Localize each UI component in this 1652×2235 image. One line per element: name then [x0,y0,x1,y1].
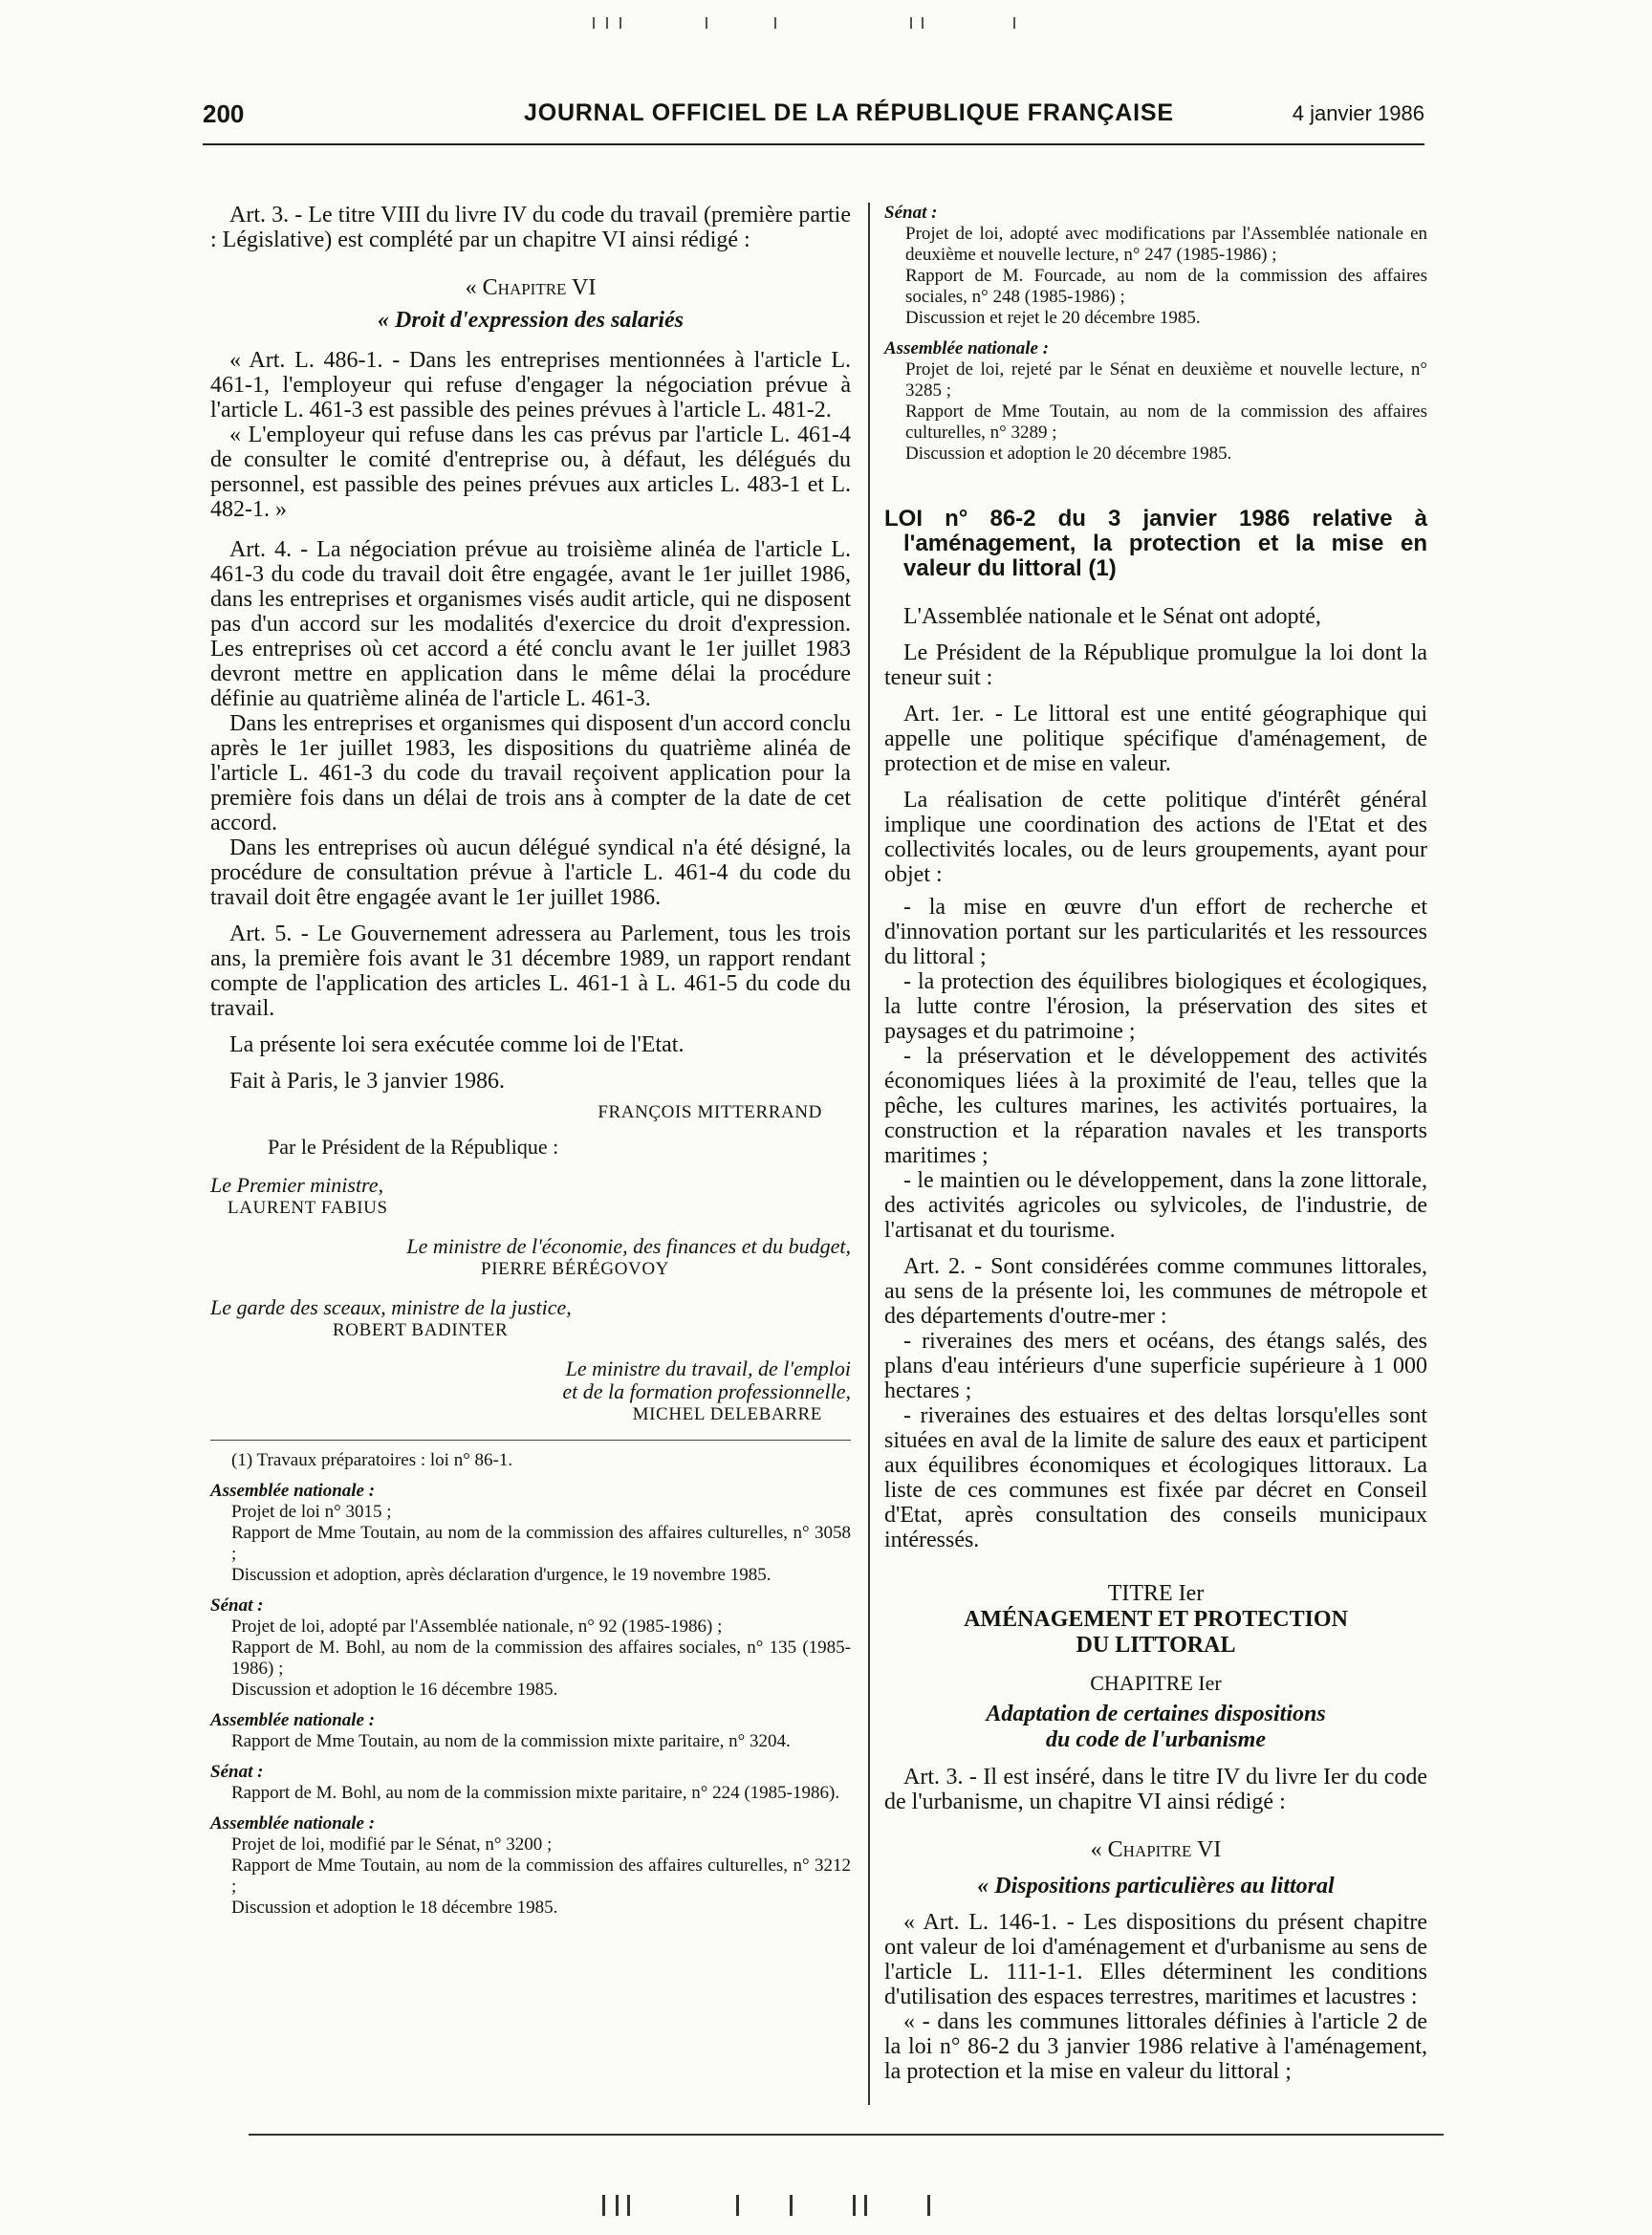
footnote-item: Rapport de Mme Toutain, au nom de la commission des affaires culturelles, n° 3058 ; [231,1523,851,1564]
par-le-president: Par le Président de la République : [268,1135,559,1159]
article-l146-1-item: « - dans les communes littorales définies à l'article 2 de la loi n° 86-2 du 3 janvier 1986 relative à l'aménagement, la protection et la mise en valeur du littoral ; [884,2009,1427,2084]
footer-rule [249,2134,1444,2136]
chapter-title: « Droit d'expression des salariés [377,308,684,333]
footnote-item: Rapport de M. Fourcade, au nom de la commission des affaires sociales, n° 248 (1985-1986) ; [905,266,1427,307]
footnote-item: Projet de loi, adopté avec modifications par l'Assemblée nationale en deuxième et nouvelle lecture, n° 247 (1985-1986) ; [905,224,1427,265]
prime-minister-name: LAURENT FABIUS [228,1198,388,1218]
column-divider [868,203,870,2105]
footnote-source: Sénat : [884,203,938,223]
adoption-statement: L'Assemblée nationale et le Sénat ont adopté, [903,604,1321,629]
footnote-item: Rapport de Mme Toutain, au nom de la commission mixte paritaire, n° 3204. [231,1731,791,1751]
footnote-source: Sénat : [210,1762,264,1782]
header-rule [203,143,1424,145]
article-4-third: Dans les entreprises où aucun délégué syndical n'a été désigné, la procédure de consultation prévue à l'article L. 461-4 du code du travail doit être engagée avant le 1er juillet 1986. [210,835,851,910]
footnote-continued [884,203,1427,465]
scan-marks-top [535,17,1128,31]
article-l486-1: « Art. L. 486-1. - Dans les entreprises mentionnées à l'article L. 461-1, l'employeur qui refuse d'engager la négociation prévue à l'article L. 461-3 est passible des peines prévues à l'article L. 481-2. [210,348,851,423]
journal-title: JOURNAL OFFICIEL DE LA RÉPUBLIQUE FRANÇAISE [524,99,1174,126]
footnote-item: Rapport de M. Bohl, au nom de la commission des affaires sociales, n° 135 (1985-1986) ; [231,1638,851,1679]
titre-name: AMÉNAGEMENT ET PROTECTION [964,1607,1348,1632]
promulgation-statement: Le Président de la République promulgue la loi dont la teneur suit : [884,640,1427,690]
article-3-urbanisme: Art. 3. - Il est inséré, dans le titre IV du livre Ier du code de l'urbanisme, un chapitre VI ainsi rédigé : [884,1765,1427,1814]
titre-heading: TITRE Ier [1107,1581,1205,1606]
article-1: Art. 1er. - Le littoral est une entité géographique qui appelle une politique spécifique d'aménagement, de protection et de mise en valeur. [884,702,1427,776]
justice-minister-name: ROBERT BADINTER [333,1320,509,1340]
article-2: Art. 2. - Sont considérées comme communes littorales, au sens de la présente loi, les communes de métropole et des départements d'outre-mer : [884,1254,1427,1329]
footnote-item: Discussion et rejet le 20 décembre 1985. [905,308,1201,328]
article-5: Art. 5. - Le Gouvernement adressera au Parlement, tous les trois ans, la première fois avant le 31 décembre 1989, un rapport rendant compte de l'application des articles L. 461-1 à L. 461-5 du code du travail. [210,922,851,1021]
chapter-heading: « Chapitre VI [465,275,597,300]
footnote-source: Assemblée nationale : [210,1481,376,1501]
labor-minister-name: MICHEL DELEBARRE [632,1404,822,1424]
commune-criterion: - riveraines des mers et océans, des étangs salés, des plans d'eau intérieurs d'une superficie supérieure à 1 000 hectares ; [884,1329,1427,1403]
issue-date: 4 janvier 1986 [1292,101,1424,125]
prime-minister-role: Le Premier ministre, [210,1173,384,1197]
objective-item: - la protection des équilibres biologiques et écologiques, la lutte contre l'érosion, la préservation des sites et paysages et du patrimoine ; [884,969,1427,1044]
footnote-travaux-86-1 [210,1450,851,1919]
scan-marks-bottom [602,2195,966,2216]
left-column [210,203,851,1919]
footnote-item: Projet de loi, modifié par le Sénat, n° 3200 ; [231,1834,553,1855]
footnote-rule [210,1440,851,1441]
chapter-vi-title: « Dispositions particulières au littoral [977,1874,1335,1899]
article-l146-1: « Art. L. 146-1. - Les dispositions du présent chapitre ont valeur de loi d'aménagement et d'urbanisme au sens de l'article L. 111-1-1. Elles déterminent les conditions d'utilisation des espaces terrestres, maritimes et lacustres : [884,1910,1427,2009]
signature-place-date: Fait à Paris, le 3 janvier 1986. [229,1069,505,1094]
footnote-source: Sénat : [210,1595,264,1616]
page-header [203,99,1424,134]
article-4-second: Dans les entreprises et organismes qui disposent d'un accord conclu après le 1er juillet 1983, les dispositions du quatrième alinéa de l'article L. 461-3 du code du travail reçoivent application pour la première fois dans un délai de trois ans à compter de la date de cet accord. [210,711,851,835]
labor-minister-role-1: Le ministre du travail, de l'emploi [565,1356,851,1380]
president-name: FRANÇOIS MITTERRAND [598,1102,822,1122]
chapter-vi-heading: « Chapitre VI [1090,1837,1222,1862]
labor-minister-role-2: et de la formation professionnelle, [562,1379,851,1403]
article-3-labor: Art. 3. - Le titre VIII du livre IV du code du travail (première partie : Législative) est complété par un chapitre VI ainsi rédigé : [210,203,851,252]
footnote-item: Discussion et adoption le 16 décembre 1985. [231,1680,558,1700]
footnote-source: Assemblée nationale : [210,1813,376,1834]
footnote-item: Projet de loi, adopté par l'Assemblée nationale, n° 92 (1985-1986) ; [231,1617,723,1637]
objective-item: - la préservation et le développement des activités économiques liées à la proximité de l'eau, telles que la pêche, les cultures marines, les activités portuaires, la construction et la réparation navales et les transports maritimes ; [884,1044,1427,1168]
footnote-source: Assemblée nationale : [884,338,1050,358]
chapitre-title: Adaptation de certaines dispositions [986,1702,1326,1726]
economy-minister-role: Le ministre de l'économie, des finances et du budget, [406,1234,851,1258]
law-title: LOI n° 86-2 du 3 janvier 1986 relative à l'aménagement, la protection et la mise en valeur du littoral (1) [884,506,1427,581]
footnote-item: Discussion et adoption le 20 décembre 1985. [905,444,1232,464]
footnote-item: Projet de loi n° 3015 ; [231,1502,392,1522]
footnote-source: Assemblée nationale : [210,1710,376,1730]
execution-clause: La présente loi sera exécutée comme loi de l'Etat. [229,1032,685,1057]
page-number: 200 [203,99,245,128]
footnote-item: Discussion et adoption, après déclaration d'urgence, le 19 novembre 1985. [231,1565,772,1585]
commune-criterion: - riveraines des estuaires et des deltas lorsqu'elles sont situées en aval de la limite de salure des eaux et participent aux équilibres économiques et écologiques littoraux. La liste de ces communes est fixée par décret en Conseil d'Etat, après consultation des conseils municipaux intéressés. [884,1403,1427,1552]
titre-name-cont: DU LITTORAL [1076,1633,1236,1658]
justice-minister-role: Le garde des sceaux, ministre de la justice, [210,1295,572,1319]
economy-minister-name: PIERRE BÉRÉGOVOY [481,1259,669,1279]
chapitre-title-cont: du code de l'urbanisme [1045,1727,1266,1752]
footnote-item: Discussion et adoption le 18 décembre 1985. [231,1898,558,1918]
footnote-item: Projet de loi, rejeté par le Sénat en deuxième et nouvelle lecture, n° 3285 ; [905,359,1427,401]
footnote-item: Rapport de M. Bohl, au nom de la commission mixte paritaire, n° 224 (1985-1986). [231,1783,840,1803]
article-1-second: La réalisation de cette politique d'intérêt général implique une coordination des actions de l'Etat et des collectivités locales, ou de leurs groupements, ayant pour objet : [884,788,1427,887]
footnote-item: Rapport de Mme Toutain, au nom de la commission des affaires culturelles, n° 3212 ; [231,1855,851,1897]
objective-item: - la mise en œuvre d'un effort de recherche et d'innovation portant sur les particularités et les ressources du littoral ; [884,895,1427,969]
footnote-intro: (1) Travaux préparatoires : loi n° 86-1. [231,1450,513,1470]
objective-item: - le maintien ou le développement, dans la zone littorale, des activités agricoles ou sylvicoles, de l'industrie, de l'artisanat et du tourisme. [884,1168,1427,1243]
right-column [884,203,1427,2084]
article-4: Art. 4. - La négociation prévue au troisième alinéa de l'article L. 461-3 du code du travail doit être engagée, avant le 1er juillet 1986, dans les entreprises et organismes visés audit article, qui ne disposent pas d'un accord sur les modalités d'exercice du droit d'expression. Les entreprises où cet accord a été conclu avant le 1er juillet 1983 devront mettre en application dans le même délai la procédure définie au quatrième alinéa de l'article L. 461-3. [210,537,851,711]
footnote-item: Rapport de Mme Toutain, au nom de la commission des affaires culturelles, n° 3289 ; [905,401,1427,443]
article-l486-1-second: « L'employeur qui refuse dans les cas prévus par l'article L. 461-4 de consulter le comité d'entreprise ou, à défaut, les délégués du personnel, est passible des peines prévues aux articles L. 483-1 et L. 482-1. » [210,423,851,522]
chapitre-heading: CHAPITRE Ier [1090,1671,1222,1695]
signature-block [210,1101,851,1426]
